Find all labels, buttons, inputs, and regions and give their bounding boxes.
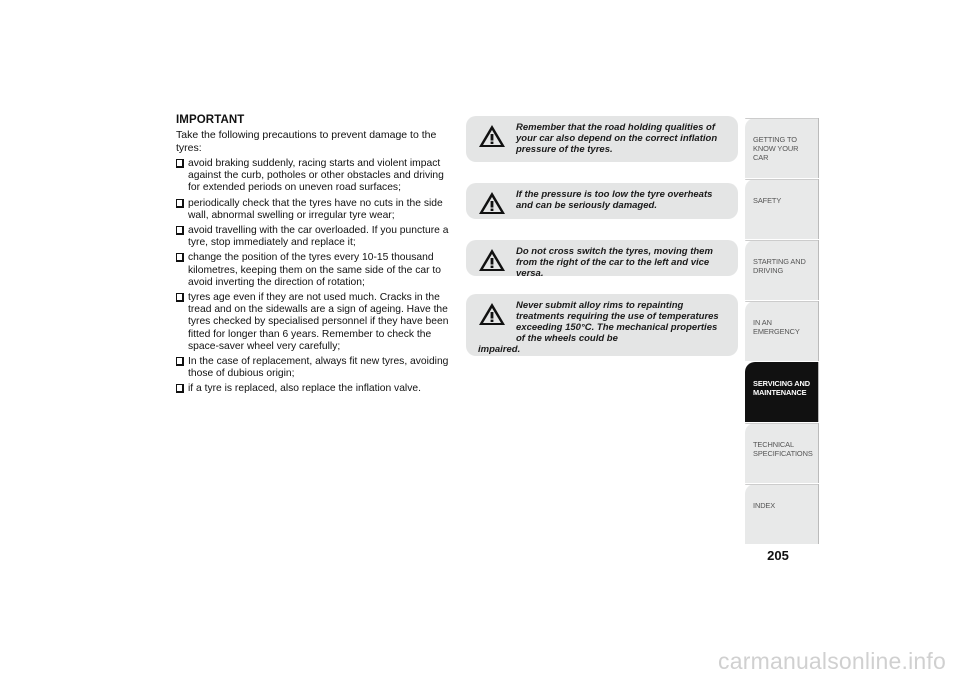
list-item: periodically check that the tyres have no cuts in the side wall, abnormal swelling or irregular tyre wear; (176, 198, 452, 222)
chapter-tabs (745, 118, 819, 545)
list-item: avoid braking suddenly, racing starts and violent impact against the curb, potholes or other obstacles and driving for extended periods on uneven road surfaces; (176, 158, 452, 195)
list-item: avoid travelling with the car overloaded. If you puncture a tyre, stop immediately and replace it; (176, 225, 452, 249)
checkbox-bullet-icon (176, 384, 184, 393)
precautions-list (176, 158, 452, 396)
checkbox-bullet-icon (176, 226, 184, 235)
checkbox-bullet-icon (176, 253, 184, 262)
list-item: tyres age even if they are not used much. Cracks in the tread and on the sidewalls are a sign of ageing. Have the tyres checked by specialised personnel if they have been fitted for longer than 6 years. Remember to check the space-saver wheel very carefully; (176, 292, 452, 353)
tab-starting-and-driving[interactable]: STARTING AND DRIVING (745, 240, 819, 300)
warning-text: Do not cross switch the tyres, moving them from the right of the car to the left and vice versa. (516, 246, 713, 279)
important-section (176, 114, 452, 399)
tab-in-an-emergency[interactable]: IN AN EMERGENCY (745, 301, 819, 361)
checkbox-bullet-icon (176, 159, 184, 168)
watermark: carmanualsonline.info (718, 648, 946, 674)
warning-box-low-pressure (466, 183, 738, 219)
warning-triangle-icon (478, 248, 506, 272)
checkbox-bullet-icon (176, 293, 184, 302)
tab-index[interactable]: INDEX (745, 484, 819, 544)
list-item: change the position of the tyres every 10-15 thousand kilometres, keeping them on the same side of the car to avoid inverting the direction of rotation; (176, 252, 452, 289)
warning-triangle-icon (478, 191, 506, 215)
warning-triangle-icon (478, 124, 506, 148)
warning-text: Never submit alloy rims to repainting treatments requiring the use of temperatures exceeding 150°C. The mechanical properties of the wheels could be impaired. (478, 300, 719, 355)
warning-triangle-icon (478, 302, 506, 326)
warning-text: Remember that the road holding qualities of your car also depend on the correct inflation pressure of the tyres. (516, 122, 718, 155)
intro-text: Take the following precautions to prevent damage to the tyres: (176, 129, 437, 154)
tab-safety[interactable]: SAFETY (745, 179, 819, 239)
section-title: IMPORTANT (176, 114, 245, 126)
list-item: if a tyre is replaced, also replace the inflation valve. (176, 383, 452, 395)
tab-servicing-and-maintenance[interactable]: SERVICING AND MAINTENANCE (745, 362, 819, 422)
warning-text: If the pressure is too low the tyre overheats and can be seriously damaged. (516, 189, 713, 211)
warning-box-cross-switch (466, 240, 738, 279)
list-item: In the case of replacement, always fit new tyres, avoiding those of dubious origin; (176, 356, 452, 380)
warning-box-alloy-rims (466, 294, 738, 356)
warning-box-inflation (466, 116, 738, 162)
checkbox-bullet-icon (176, 199, 184, 208)
page-number: 205 (767, 548, 789, 563)
tab-technical-specifications[interactable]: TECHNICAL SPECIFICATIONS (745, 423, 819, 483)
checkbox-bullet-icon (176, 357, 184, 366)
tab-getting-to-know-your-car[interactable]: GETTING TO KNOW YOUR CAR (745, 118, 819, 178)
